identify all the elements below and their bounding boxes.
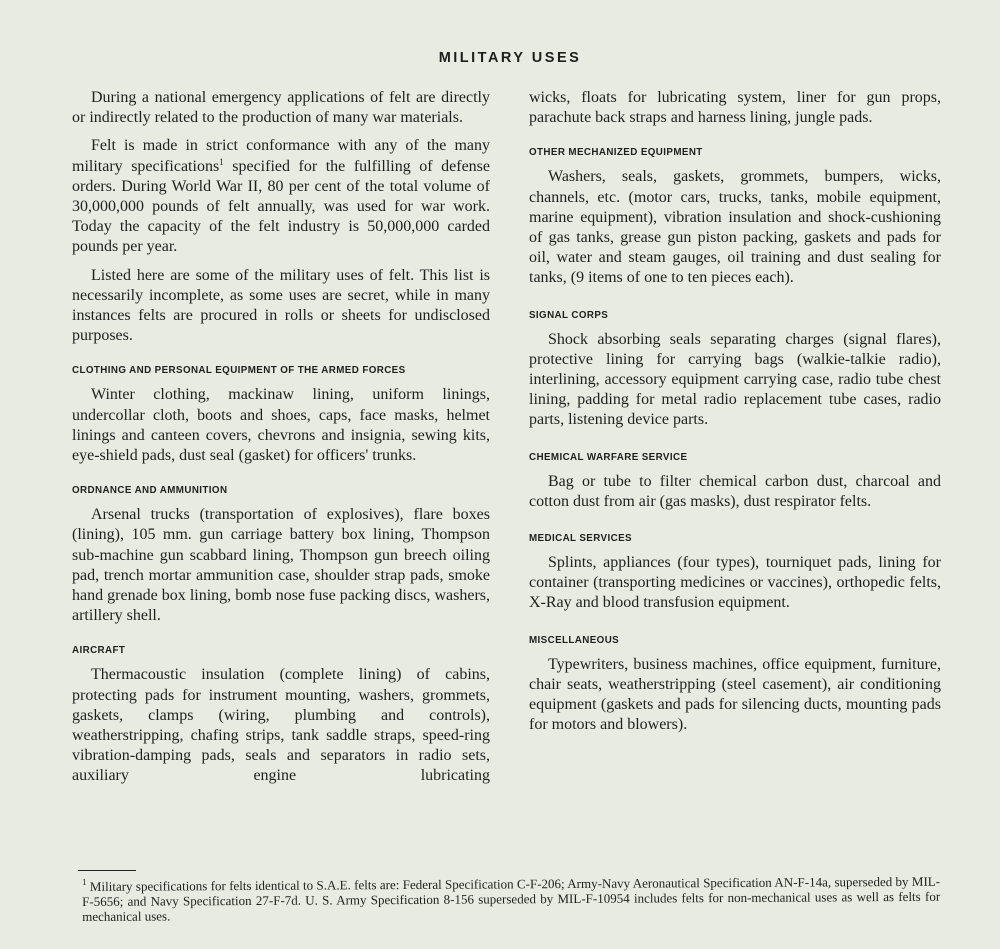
section-misc: [529, 635, 941, 736]
section-heading: AIRCRAFT: [72, 645, 126, 657]
footnote-marker: 1: [81, 876, 87, 887]
footnote: [82, 874, 940, 924]
intro-paragraph-3: Listed here are some of the military uses of felt. This list is necessarily incomplete, as some uses are secret, while in many instances felts are procured in rolls or sheets for undisclosed purposes.: [72, 266, 490, 345]
footnote-reference: 1: [219, 156, 224, 167]
right-column: [529, 88, 941, 735]
intro-paragraph-2-end: specified for the fulfilling of defense orders. During World War II, 80 per cent of the total volume of 30,000,000 pounds of felt annually, was used for war work. Today the capacity of the felt industry is 50,000,000 carded pounds per year.: [72, 157, 491, 256]
aircraft-continued-text: wicks, floats for lubricating system, liner for gun props, parachute back straps and harness lining, jungle pads.: [529, 89, 941, 127]
footnote-divider: [78, 870, 136, 871]
section-text: Splints, appliances (four types), tourniquet pads, lining for container (transporting medicines or vaccines), orthopedic felts, X-Ray and blood transfusion equipment.: [529, 554, 941, 612]
section-signal: [529, 310, 941, 431]
section-heading: OTHER MECHANIZED EQUIPMENT: [529, 147, 703, 159]
section-heading: SIGNAL CORPS: [529, 309, 609, 321]
intro-paragraph-2-start: Felt is made in strict conformance with any of the many military specifications: [72, 137, 490, 175]
section-mechanized: [529, 147, 941, 288]
section-text: Typewriters, business machines, office equipment, furniture, chair seats, weatherstripping (steel casement), air conditioning equipment (gaskets and pads for silencing ducts, mounting pads for motors and blowers).: [529, 655, 941, 734]
section-chemical: [529, 452, 941, 512]
section-text: Washers, seals, gaskets, grommets, bumpers, wicks, channels, etc. (motor cars, trucks, tanks, mobile equipment, marine equipment), vibration insulation and shock-cushioning of gas tanks, grease gun piston packing, gaskets and pads for oil, water and steam gauges, oil training and dust sealing for tanks, (9 items of one to ten pieces each).: [529, 168, 941, 287]
section-text: Bag or tube to filter chemical carbon dust, charcoal and cotton dust from air (gas masks), dust respirator felts.: [529, 472, 941, 510]
section-heading: CHEMICAL WARFARE SERVICE: [529, 451, 688, 463]
section-aircraft: [72, 645, 490, 786]
section-heading: MISCELLANEOUS: [529, 634, 620, 646]
section-text: Shock absorbing seals separating charges (signal flares), protective lining for carrying bags (walkie-talkie radio), interlining, accessory equipment carrying case, radio tube chest lining, padding for metal radio replacement tube cases, radio parts, listening device parts.: [529, 330, 941, 429]
section-medical: [529, 533, 941, 614]
section-text: Thermacoustic insulation (complete lining) of cabins, protecting pads for instrument mounting, washers, grommets, gaskets, clamps (wiring, plumbing and controls), weatherstripping, chafing strips, tank saddle straps, speed-ring vibration-damping pads, seals and separators in radio sets, auxiliary engine lubricating: [72, 666, 490, 785]
left-column: [72, 88, 490, 787]
footnote-text: Military specifications for felts identical to S.A.E. felts are: Federal Specification C-F-206; Army-Navy Aeronautical Specification AN-F-14a, superseded by MIL-F-5656; and Navy Specification 27-F-7d. U. S. Army Specification 8-156 superseded by MIL-F-10954 includes felts for non-mechanical uses as well as felts for mechanical uses.: [82, 873, 941, 924]
section-ordnance: [72, 485, 490, 626]
page-title: MILITARY USES: [438, 50, 582, 66]
section-clothing: [72, 365, 490, 466]
intro-paragraph-1: During a national emergency applications of felt are directly or indirectly related to the production of many war materials.: [72, 89, 490, 127]
section-heading: MEDICAL SERVICES: [529, 533, 632, 545]
section-text: Winter clothing, mackinaw lining, uniform linings, undercollar cloth, boots and shoes, caps, face masks, helmet linings and canteen covers, chevrons and insignia, sewing kits, eye-shield pads, dust seal (gasket) for officers' trunks.: [72, 386, 490, 465]
section-text: Arsenal trucks (transportation of explosives), flare boxes (lining), 105 mm. gun carriage battery box lining, Thompson sub-machine gun scabbard lining, Thompson gun breech oiling pad, trench mortar ammunition case, shoulder strap pads, smoke hand grenade box lining, bomb nose fuse packing discs, washers, artillery shell.: [72, 506, 490, 625]
intro-paragraph-2: [72, 136, 490, 257]
section-heading: CLOTHING AND PERSONAL EQUIPMENT OF THE ARMED FORCES: [72, 365, 406, 377]
section-heading: ORDNANCE AND AMMUNITION: [72, 485, 228, 497]
